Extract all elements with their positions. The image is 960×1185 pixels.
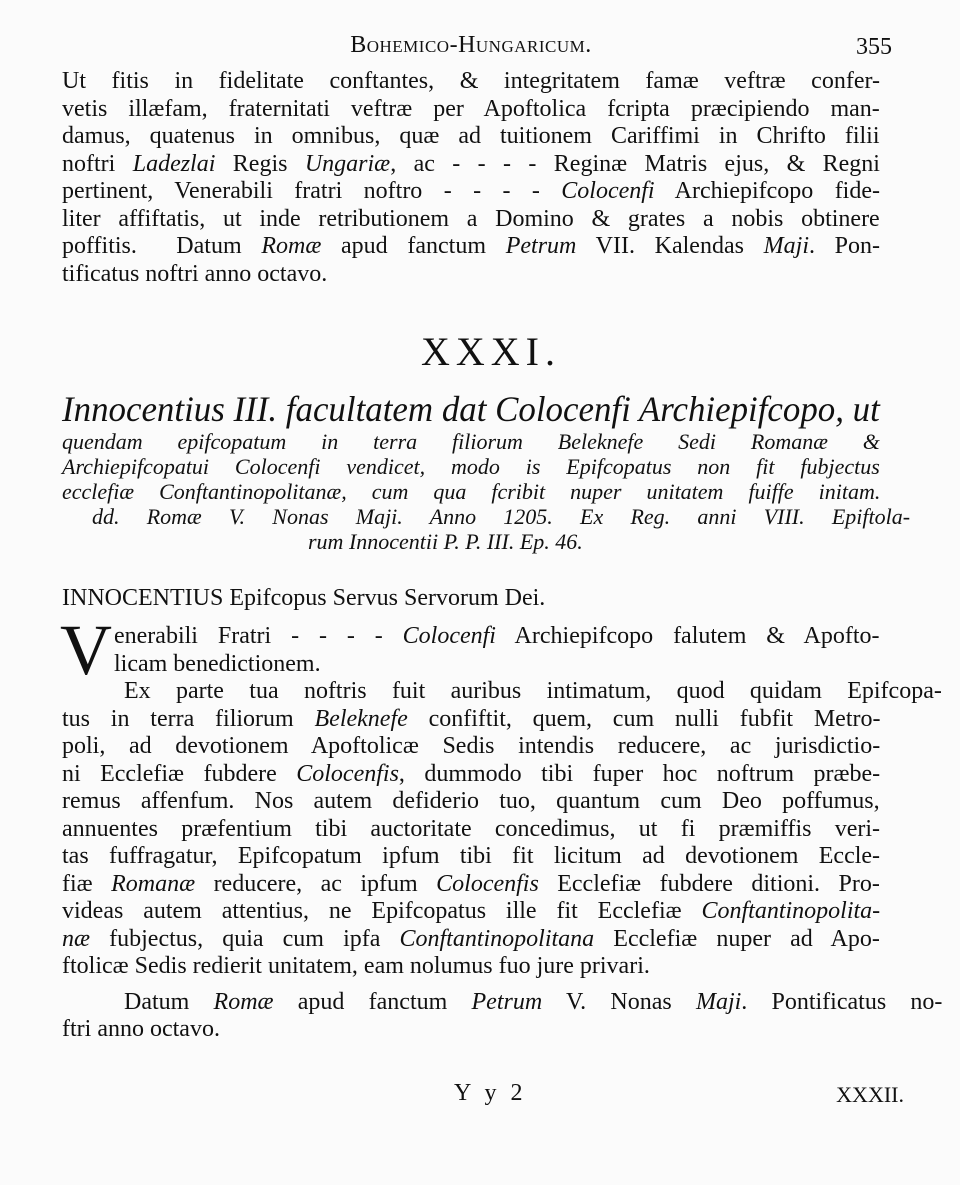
text-line-text	[62, 151, 880, 179]
text-line	[62, 233, 880, 261]
summary-heading-text: Innocentius III. facultatem dat Colocenfi Archiepifcopo, ut	[62, 389, 880, 429]
running-head	[62, 24, 892, 64]
letter-line-text	[62, 706, 880, 734]
dating-line	[62, 988, 943, 1017]
summary-line	[62, 454, 880, 479]
letter-line-text	[62, 733, 880, 761]
section-number: XXXI.	[421, 329, 561, 374]
text-run: . Pontificatus no-	[741, 988, 943, 1015]
letter-line	[62, 788, 880, 816]
text-line	[62, 96, 880, 124]
italic-run: Colocenfis	[296, 760, 399, 787]
italic-run: Ladezlai	[132, 150, 216, 177]
text-run: damus, quatenus in omnibus, quæ ad tuitionem Cariffimi in Chrifto filii	[62, 123, 880, 149]
letter-line	[62, 816, 880, 844]
italic-run: Colocenfi	[402, 623, 496, 649]
text-run: liter affiftatis, ut inde retributionem a Domino & grates a nobis obtinere	[62, 205, 880, 232]
text-run: reducere, ac ipfum	[195, 870, 437, 897]
italic-run: Maji	[763, 233, 809, 259]
summary-line-text: quendam epifcopatum in terra filiorum Beleknefe Sedi Romanæ &	[62, 429, 880, 454]
text-run: Ecclefiæ fubdere ditioni. Pro-	[538, 870, 880, 897]
page-number: 355	[856, 34, 892, 60]
text-run: Regis	[215, 150, 305, 177]
italic-run: Petrum	[505, 233, 577, 259]
italic-run: Maji	[695, 988, 742, 1015]
letter-line-text	[62, 761, 880, 789]
summary-line	[62, 504, 911, 529]
letter-line	[62, 843, 880, 871]
opening-line-text	[114, 622, 880, 650]
drop-initial: V	[60, 610, 112, 690]
letter-line-text	[62, 788, 880, 816]
dating-line	[62, 1016, 880, 1044]
text-run: poli, ad devotionem Apoftolicæ Sedis intendis reducere, ac jurisdictio-	[62, 733, 881, 759]
summary-line	[62, 529, 880, 554]
text-run: apud fanctum	[273, 988, 472, 1015]
italic-run: Colocenfi	[561, 178, 655, 204]
text-run: Ut fitis in fidelitate conftantes, & integritatem famæ veftræ confer-	[62, 68, 880, 94]
italic-run: Beleknefe	[314, 705, 408, 732]
text-run: Ex parte tua noftris fuit auribus intimatum, quod quidam Epifcopa-	[124, 678, 942, 704]
text-run: Archiepifcopo fide-	[654, 178, 880, 204]
text-line-text	[62, 68, 880, 96]
section-summary	[62, 389, 911, 554]
text-run: V. Nonas	[542, 988, 696, 1015]
letter-line	[62, 898, 880, 926]
text-run: enerabili Fratri - - - -	[114, 623, 403, 649]
letter-line-text	[62, 871, 880, 899]
summary-line-text: dd. Romæ V. Nonas Maji. Anno 1205. Ex Reg. anni VIII. Epiftola-	[92, 504, 911, 529]
text-line-text	[62, 233, 880, 261]
text-run: remus affenfum. Nos autem defiderio tuo, quantum cum Deo poffumus,	[62, 788, 880, 814]
italic-run: Romanæ	[111, 870, 196, 897]
text-run: VII. Kalendas	[576, 233, 764, 259]
letter-line	[62, 926, 880, 954]
text-run: , dummodo tibi fuper hoc noftrum præbe-	[398, 760, 881, 787]
italic-run: Romæ	[213, 988, 274, 1015]
text-line-text	[62, 206, 880, 234]
text-line	[62, 261, 880, 289]
summary-line-text: ecclefiæ Conftantinopolitanæ, cum qua fcribit nuper unitatem fuiffe initam.	[62, 479, 881, 504]
salutation: INNOCENTIUS Epifcopus Servus Servorum Dei.	[62, 585, 546, 611]
letter-line	[62, 761, 880, 789]
text-run: Archiepifcopo falutem & Apofto-	[495, 623, 880, 649]
summary-line-text: rum Innocentii P. P. III. Ep. 46.	[308, 529, 583, 554]
text-run: Ecclefiæ nuper ad Apo-	[594, 925, 880, 952]
dating-line-text	[124, 989, 942, 1017]
text-line-text	[62, 96, 880, 124]
text-line-text	[62, 261, 327, 289]
letter-opening	[60, 610, 880, 690]
text-run: fiæ	[62, 870, 112, 897]
text-line	[62, 151, 880, 179]
italic-run: Conftantinopolita-	[701, 898, 881, 924]
text-run: noftri	[62, 150, 133, 177]
letter-line-text	[124, 678, 942, 706]
running-title: Bohemico-Hungaricum.	[350, 32, 592, 58]
text-line-text	[62, 123, 880, 151]
italic-run: Ungariæ	[304, 150, 391, 177]
text-line	[62, 206, 880, 234]
italic-run: Petrum	[471, 988, 543, 1015]
page-footer	[62, 1080, 904, 1114]
text-run: tas fuffragatur, Epifcopatum ipfum tibi fit licitum ad devotionem Eccle-	[62, 843, 881, 869]
opening-line-continued: licam benedictionem.	[114, 651, 321, 677]
text-run: ni Ecclefiæ fubdere	[62, 760, 297, 787]
text-run: , ac - - - - Reginæ Matris ejus, & Regni	[390, 150, 880, 177]
text-run: annuentes præfentium tibi auctoritate concedimus, ut fi præmiffis veri-	[62, 815, 881, 842]
text-run: fubjectus, quia cum ipfa	[90, 925, 400, 952]
letter-line	[62, 678, 942, 706]
letter-line-text	[62, 816, 880, 844]
text-run: . Pon-	[808, 233, 881, 259]
summary-lines	[62, 429, 911, 554]
text-run: tus in terra filiorum	[62, 705, 315, 732]
letter-line	[62, 953, 880, 981]
letter-line	[62, 706, 880, 734]
letter-body	[62, 678, 942, 981]
text-line	[62, 68, 880, 96]
catchword: XXXII.	[836, 1082, 904, 1107]
signature-mark: Y y 2	[454, 1080, 527, 1106]
text-line	[62, 178, 880, 206]
text-run: ftolicæ Sedis redierit unitatem, eam nolumus fuo jure privari.	[62, 953, 650, 979]
letter-line-text	[62, 953, 650, 981]
italic-run: næ	[62, 925, 91, 952]
text-run: ftri anno octavo.	[62, 1016, 220, 1042]
text-line-text	[62, 178, 880, 206]
opening-line	[114, 622, 880, 650]
summary-heading-line	[62, 389, 880, 429]
letter-line	[62, 871, 880, 899]
text-run: confiftit, quem, cum nulli fubfit Metro-	[407, 705, 881, 732]
italic-run: Conftantinopolitana	[399, 925, 595, 952]
summary-line-text: Archiepifcopatui Colocenfi vendicet, modo is Epifcopatus non fit fubjectus	[62, 454, 880, 479]
italic-run: Romæ	[261, 233, 322, 259]
italic-run: Colocenfis	[436, 870, 539, 897]
letter-line	[62, 733, 880, 761]
summary-line	[62, 429, 880, 454]
letter-dating	[62, 988, 943, 1044]
text-run: vetis illæfam, fraternitati veftræ per Apoftolica fcripta præcipiendo man-	[62, 95, 880, 122]
letter-line-text	[62, 898, 880, 926]
text-run: poffitis. Datum	[62, 233, 262, 259]
text-run: tificatus noftri anno octavo.	[62, 260, 328, 287]
text-line	[62, 123, 880, 151]
text-run: pertinent, Venerabili fratri noftro - - - -	[62, 178, 562, 204]
letter-line-text	[62, 843, 880, 871]
letter-line-text	[62, 926, 880, 954]
text-run: apud fanctum	[321, 233, 506, 259]
previous-letter-text	[62, 68, 880, 288]
dating-line-text	[62, 1016, 220, 1044]
text-run: Datum	[124, 988, 214, 1015]
summary-line	[62, 479, 880, 504]
text-run: videas autem attentius, ne Epifcopatus ille fit Ecclefiæ	[62, 898, 702, 924]
